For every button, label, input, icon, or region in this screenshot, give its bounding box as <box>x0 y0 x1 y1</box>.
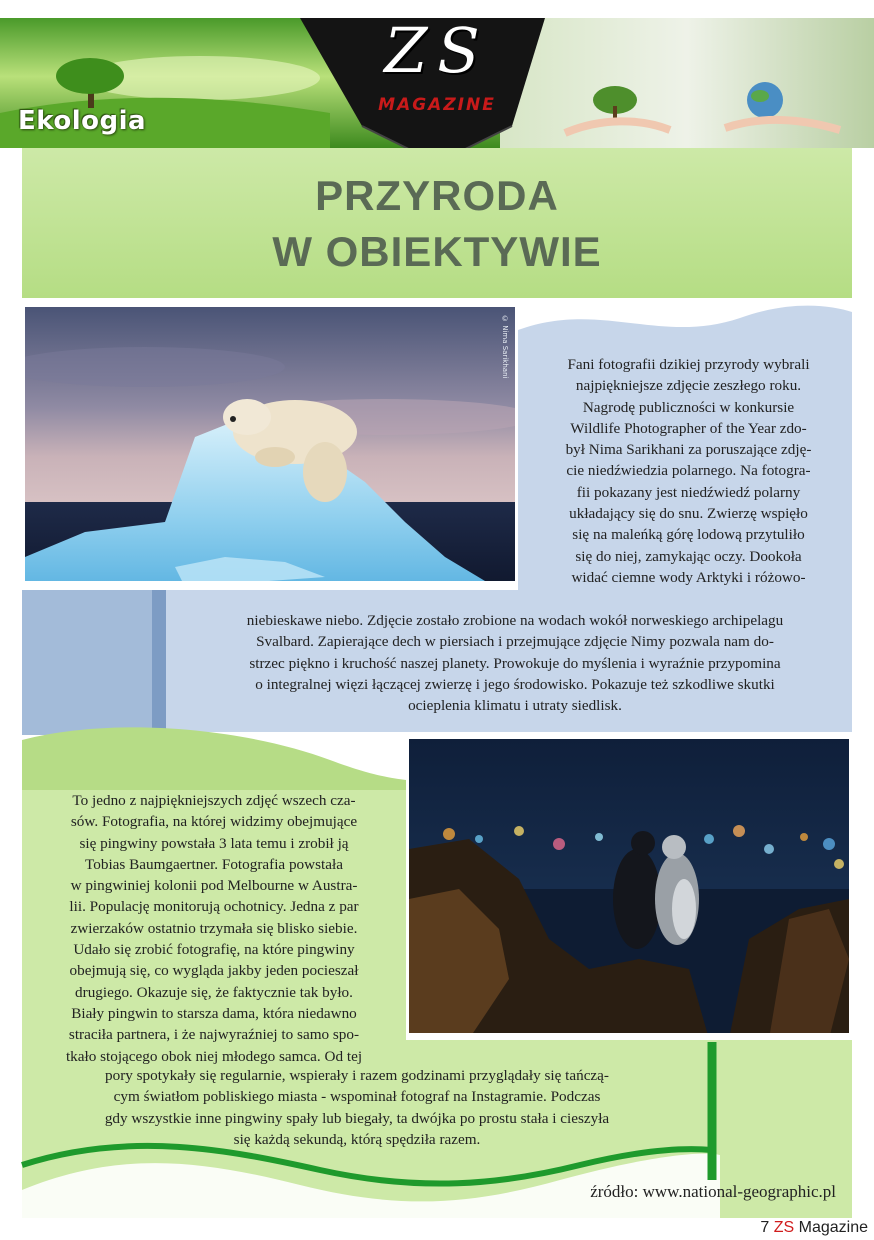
text-line: najpiękniejsze zdjęcie zeszłego roku. <box>575 377 802 395</box>
text-line: sów. Fotografia, na której widzimy obejmujące <box>70 813 358 831</box>
text-line: w pingwiniej kolonii pod Melbourne w Austra- <box>70 877 358 895</box>
text-line: układający się do snu. Zwierzę wspięło <box>569 505 808 523</box>
article-paragraph-1 <box>516 354 861 588</box>
page-footer <box>760 1219 868 1237</box>
footer-brand: ZS <box>773 1219 795 1236</box>
text-line: cym światłom pobliskiego miasta - wspominał fotograf na Instagramie. Podczas <box>113 1088 601 1106</box>
text-line: Svalbard. Zapierające dech w piersiach i przejmujące zdjęcie Nimy pozwala nam do- <box>256 633 774 651</box>
text-line: się każdą sekundą, którą spędziła razem. <box>233 1130 481 1148</box>
text-line: straciła partnera, i że najwyraźniej to samo spo- <box>68 1026 360 1044</box>
photo-credit: © Nima Sarikhani <box>501 315 509 379</box>
text-line: strzec piękno i kruchość naszej planety. Prowokuje do myślenia i wyraźnie przypomina <box>249 654 781 672</box>
text-line: zwierzaków ostatnio trzymała się blisko siebie. <box>70 919 358 937</box>
text-line: obejmują się, co wygląda jakby jeden pocieszał <box>69 962 359 980</box>
text-line: Udało się zrobić fotografię, na które pingwiny <box>73 941 355 959</box>
text-line: To jedno z najpiękniejszych zdjęć wszech cza- <box>72 792 356 809</box>
text-line: widać ciemne wody Arktyki i różowo- <box>571 568 806 586</box>
penguins-photo <box>406 736 852 1036</box>
text-line: się do niej, zamykając oczy. Dookoła <box>575 547 802 565</box>
text-line: cie niedźwiedzia polarnego. Na fotogra- <box>566 462 811 480</box>
text-line: się na maleńką górę lodową przytuliło <box>572 526 805 544</box>
text-line: lii. Populację monitorują ochotnicy. Jedna z par <box>69 898 359 916</box>
page-number: 7 <box>760 1219 770 1236</box>
text-line: Tobias Baumgaertner. Fotografia powstała <box>85 855 343 873</box>
article-title-line2: W OBIEKTYWIE <box>272 228 602 275</box>
text-line: Wildlife Photographer of the Year zdo- <box>570 419 807 437</box>
polar-bear-image <box>25 307 518 584</box>
text-line: był Nima Sarikhani za poruszające zdję- <box>565 441 812 459</box>
text-line: niebieskawe niebo. Zdjęcie zostało zrobione na wodach wokół norweskiego archipelagu <box>246 612 784 629</box>
article-paragraph-3 <box>22 790 406 1067</box>
text-line: pory spotykały się regularnie, wspierały i razem godzinami przyglądały się tańczą- <box>105 1067 609 1084</box>
logo-magazine: MAGAZINE <box>378 95 496 115</box>
text-line: Fani fotografii dzikiej przyrody wybrali <box>567 356 810 373</box>
text-line: o integralnej więzi łączącej zwierzę i jego środowisko. Pokazuje też szkodliwe skutki <box>255 675 775 693</box>
logo-zs: ZS <box>384 14 490 87</box>
source-note: źródło: www.national-geographic.pl <box>590 1182 836 1201</box>
text-line: się pingwiny powstała 3 lata temu i zrobił ją <box>79 834 349 852</box>
text-line: Biały pingwin to starsza dama, która niedawno <box>71 1004 357 1022</box>
text-line: fii pokazany jest niedźwiedź polarny <box>576 483 801 501</box>
article-paragraph-4 <box>22 1065 692 1150</box>
article-paragraph-2 <box>170 610 860 716</box>
text-line: drugiego. Okazuje się, że faktycznie tak było. <box>75 983 353 1001</box>
text-line: ocieplenia klimatu i utraty siedlisk. <box>408 697 622 715</box>
polar-bear-photo <box>22 304 518 584</box>
footer-suffix: Magazine <box>798 1219 868 1236</box>
text-line: Nagrodę publiczności w konkursie <box>582 398 795 416</box>
penguins-image <box>409 739 852 1036</box>
text-line: tkało stojącego obok niej młodego samca. Od tej <box>65 1047 363 1065</box>
section-label: Ekologia <box>18 106 147 136</box>
text-line: gdy wszystkie inne pingwiny spały lub biegały, ta dwójka po prostu stała i cieszyła <box>104 1109 610 1127</box>
article-title-line1: PRZYRODA <box>315 172 559 219</box>
